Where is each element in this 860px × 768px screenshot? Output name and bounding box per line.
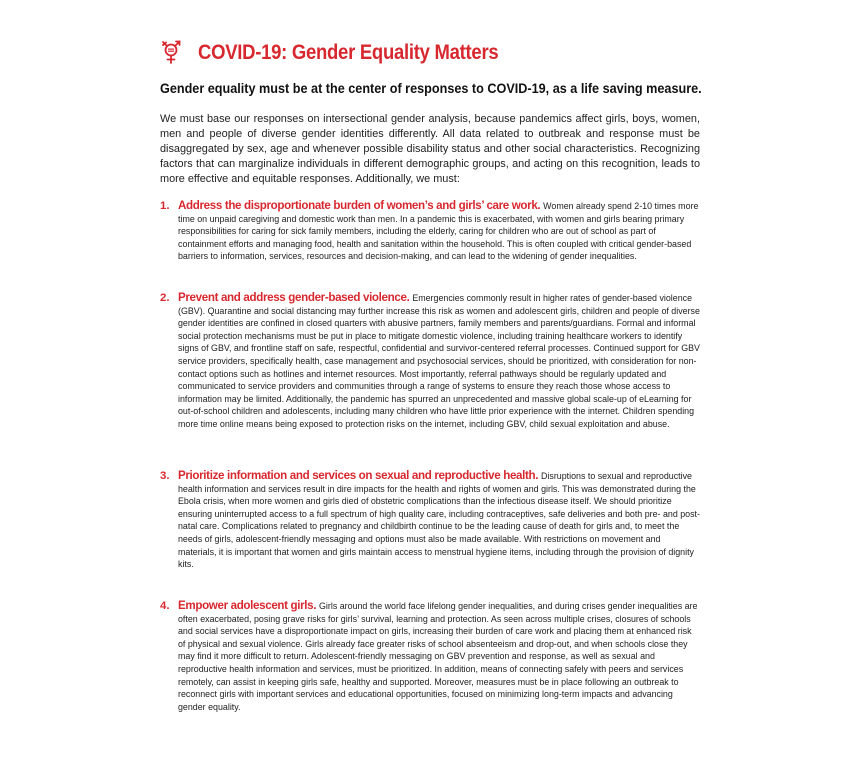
item-text: Emergencies commonly result in higher rates of gender-based violence (GBV). Quarantine and social distancing may further increase this risk as women and adolescent girls, children and people of diverse gender identities are confined in closed quarters with abusive partners, family members and parents/guardians. Formal and informal social protection mechanisms must be put in place to mitigate domestic violence, including training healthcare workers to identify signs of GBV, and frontline staff on safe, respectful, confidential and survivor-centered referral processes. Continued support for GBV service providers, specifically health, case management and psychosocial services, should be prioritized, with consideration for non-contact options such as hotlines and internet resources. Most importantly, referral pathways should be regularly updated and communicated to service providers and communities through a range of systems to ensure they reach those whose access to information may be limited. Additionally, the pandemic has spurred an unprecedented and massive global scale-up of eLearning for out-of-school children and adolescents, including many children who have little prior experience with the internet. Children spending more time online means being exposed to protection risks on the internet, including GBV, child sexual exploitation and abuse. xyxy=(178,293,700,429)
item-text: Disruptions to sexual and reproductive health information and services result in dire impacts for the health and rights of women and girls. This was demonstrated during the Ebola crisis, when more women and girls died of obstetric complications than the infectious disease itself. We should prioritize ensuring uninterrupted access to a full spectrum of high quality care, including contraceptives, safe deliveries and both pre- and post- natal care. Complications related to pregnancy and childbirth continue to be the leading cause of death for girls and, to meet the needs of girls, adolescent-friendly messaging and options must also be made available. With restrictions on movement and materials, it is important that women and girls maintain access to menstrual hygiene items, including through the provision of dignity kits. xyxy=(178,471,700,570)
page-title: COVID-19: Gender Equality Matters xyxy=(198,41,499,64)
item-heading: Prevent and address gender-based violence. xyxy=(178,291,413,304)
list-item-srh xyxy=(160,470,700,571)
item-body xyxy=(178,600,700,713)
item-number: 1. xyxy=(160,200,170,212)
item-text: Women already spend 2-10 times more time on unpaid caregiving and domestic work than men. In a pandemic this is exacerbated, with women and girls bearing primary responsibilities for caring for sick family members, including the elderly, caring for children who are out of school as part of containment efforts and managing food, health and sanitation within the household. This is often coupled with critical gender-based barriers to information, services, resources and decision-making, and can lead to the widening of gender inequalities. xyxy=(178,201,699,262)
item-body xyxy=(178,470,700,571)
item-heading: Address the disproportionate burden of women’s and girls’ care work. xyxy=(178,199,544,212)
gender-symbol-icon xyxy=(160,38,184,68)
item-number: 4. xyxy=(160,600,170,612)
item-number: 3. xyxy=(160,470,170,482)
list-item-care-work xyxy=(160,200,700,263)
item-heading: Prioritize information and services on sexual and reproductive health. xyxy=(178,469,541,482)
item-body xyxy=(178,292,700,431)
list-item-gbv xyxy=(160,292,700,431)
item-text: Girls around the world face lifelong gender inequalities, and during crises gender inequalities are often exacerbated, posing grave risks for girls’ survival, learning and protection. As seen across multiple crises, closures of schools and social services have a disproportionate impact on girls, increasing their burden of care work and placing them at enhanced risk of physical and sexual violence. Girls already face greater risks of school absenteeism and drop-out, and when schools close they may find it more difficult to return. Adolescent-friendly messaging on GBV prevention and response, as well as sexual and reproductive health information and services, must be prioritized. In addition, means of connecting safely with peers and services remotely, can assist in keeping girls safe, healthy and supported. Moreover, measures must be in place following an outbreak to reconnect girls with important services and educational opportunities, focused on minimizing long-term impacts and advancing gender equality. xyxy=(178,601,698,712)
list-item-adolescent-girls xyxy=(160,600,700,713)
title-row xyxy=(160,38,539,68)
item-body xyxy=(178,200,700,263)
intro-paragraph: We must base our responses on intersectional gender analysis, because pandemics affect girls, boys, women, men and people of diverse gender identities differently. All data related to outbreak and response must be disaggregated by sex, age and whenever possible disability status and other social characteristics. Recognizing factors that can marginalize individuals in different demographic groups, and acting on this recognition, leads to more effective and equitable responses. Additionally, we must: xyxy=(160,113,700,186)
item-number: 2. xyxy=(160,292,170,304)
subtitle: Gender equality must be at the center of responses to COVID-19, as a life saving measure. xyxy=(160,81,702,96)
item-heading: Empower adolescent girls. xyxy=(178,599,320,612)
